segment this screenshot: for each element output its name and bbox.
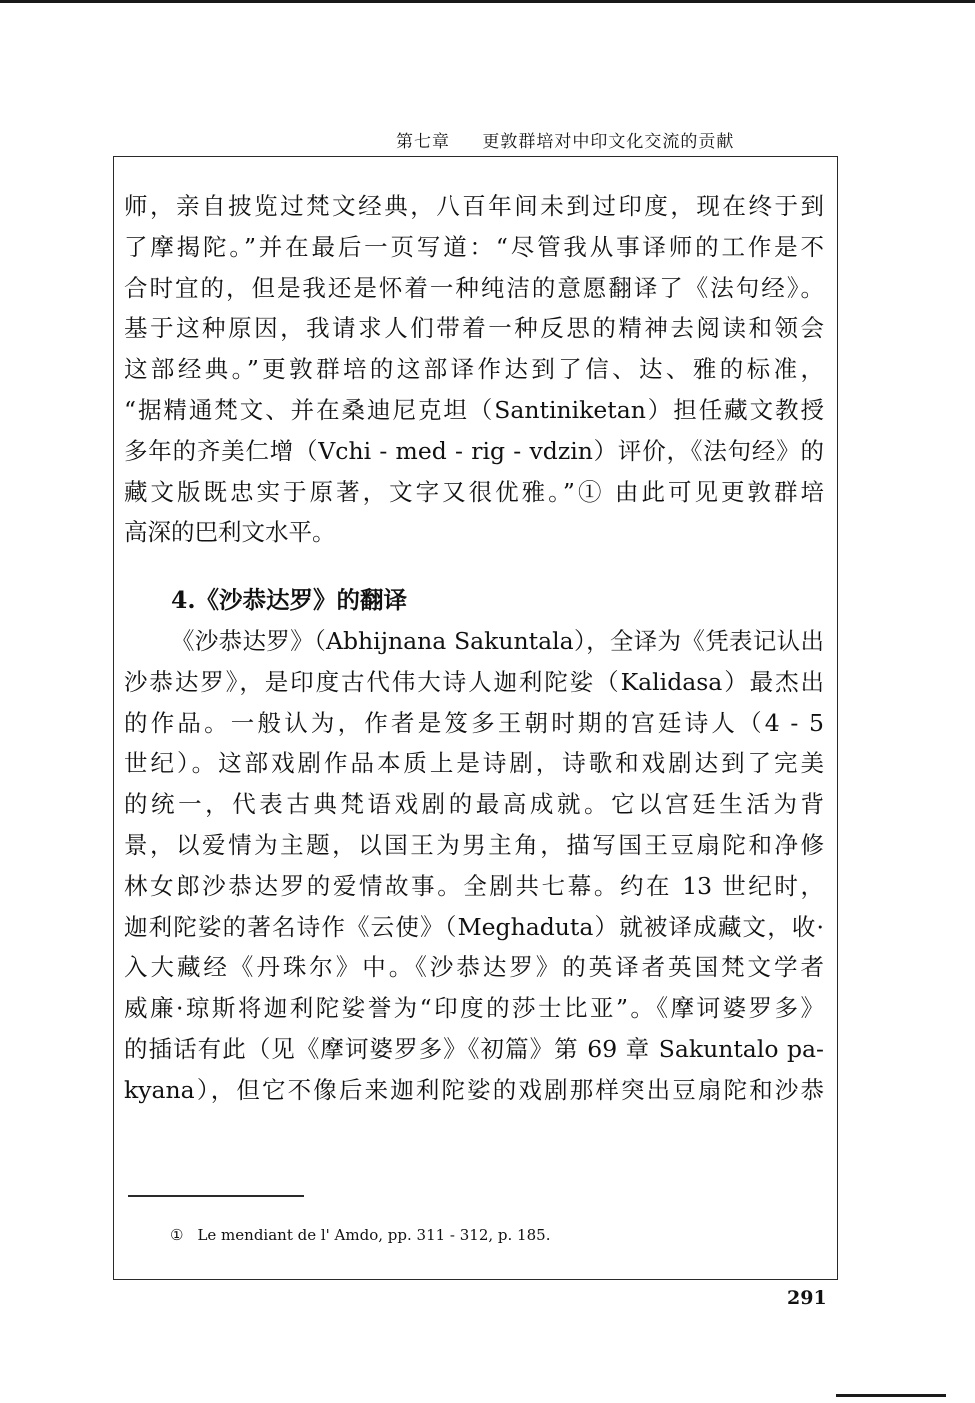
paragraph-2-line: 威廉·琼斯将迦利陀娑誉为“印度的莎士比亚”。《摩诃婆罗多》: [124, 994, 824, 1023]
paragraph-2-line: 的插话有此（见《摩诃婆罗多》《初篇》第 69 章 Sakuntalo pa-: [124, 1034, 824, 1063]
paragraph-2-line: 的作品。一般认为，作者是笈多王朝时期的宫廷诗人（4 - 5: [124, 708, 824, 737]
paragraph-2-line: 的统一，代表古典梵语戏剧的最高成就。它以宫廷生活为背: [124, 790, 824, 819]
paragraph-2-line: kyana），但它不像后来迦利陀娑的戏剧那样突出豆扇陀和沙恭: [124, 1075, 824, 1104]
paragraph-1-line: 多年的齐美仁增（Vchi - med - rig - vdzin）评价，《法句经》的: [124, 436, 824, 465]
paragraph-1-line: 藏文版既忠实于原著，文字又很优雅。”① 由此可见更敦群培: [124, 477, 824, 506]
paragraph-2-line: 《沙恭达罗》（Abhijnana Sakuntala），全译为《凭表记认出: [171, 626, 824, 655]
paragraph-1-line: 高深的巴利文水平。: [124, 518, 336, 547]
paragraph-gap: [124, 553, 824, 580]
paragraph-1-line: 这部经典。”更敦群培的这部译作达到了信、达、雅的标准，: [124, 355, 824, 384]
footnote-rule: [128, 1195, 304, 1197]
top-edge-rule: [0, 0, 975, 3]
body-text: [124, 186, 824, 1111]
page-number: 291: [787, 1287, 827, 1309]
paragraph-1-line: 合时宜的，但是我还是怀着一种纯洁的意愿翻译了《法句经》。: [124, 273, 824, 302]
footnote-mark: ①: [170, 1226, 184, 1244]
paragraph-1-line: 了摩揭陀。”并在最后一页写道：“尽管我从事译师的工作是不: [124, 232, 824, 261]
running-head-title: 更敦群培对中印文化交流的贡献: [482, 132, 735, 152]
paragraph-2-line: 沙恭达罗》，是印度古代伟大诗人迦利陀娑（Kalidasa）最杰出: [124, 667, 824, 696]
running-head: [396, 127, 816, 152]
section-title: 4.《沙恭达罗》的翻译: [171, 586, 408, 615]
paragraph-2-line: 景，以爱情为主题，以国王为男主角，描写国王豆扇陀和净修: [124, 830, 824, 859]
paragraph-2-line: 入大藏经《丹珠尔》中。《沙恭达罗》的英译者英国梵文学者: [124, 953, 824, 982]
footnote: [170, 1226, 550, 1244]
running-head-chapter: 第七章: [396, 132, 450, 152]
paragraph-2-line: 世纪）。这部戏剧作品本质上是诗剧，诗歌和戏剧达到了完美: [124, 749, 824, 778]
footnote-text: Le mendiant de l' Amdo, pp. 311 - 312, p. 185.: [197, 1226, 551, 1244]
paragraph-1-line: 师，亲自披览过梵文经典，八百年间未到过印度，现在终于到: [124, 192, 824, 220]
paragraph-1-line: 基于这种原因，我请求人们带着一种反思的精神去阅读和领会: [124, 314, 824, 343]
paragraph-2-line: 迦利陀娑的著名诗作《云使》（Meghaduta）就被译成藏文，收·: [124, 912, 824, 941]
paragraph-1-line: “据精通梵文、并在桑迪尼克坦（Santiniketan）担任藏文教授: [124, 395, 824, 424]
bottom-edge-rule: [836, 1394, 946, 1397]
paragraph-2-line: 林女郎沙恭达罗的爱情故事。全剧共七幕。约在 13 世纪时，: [124, 871, 824, 900]
